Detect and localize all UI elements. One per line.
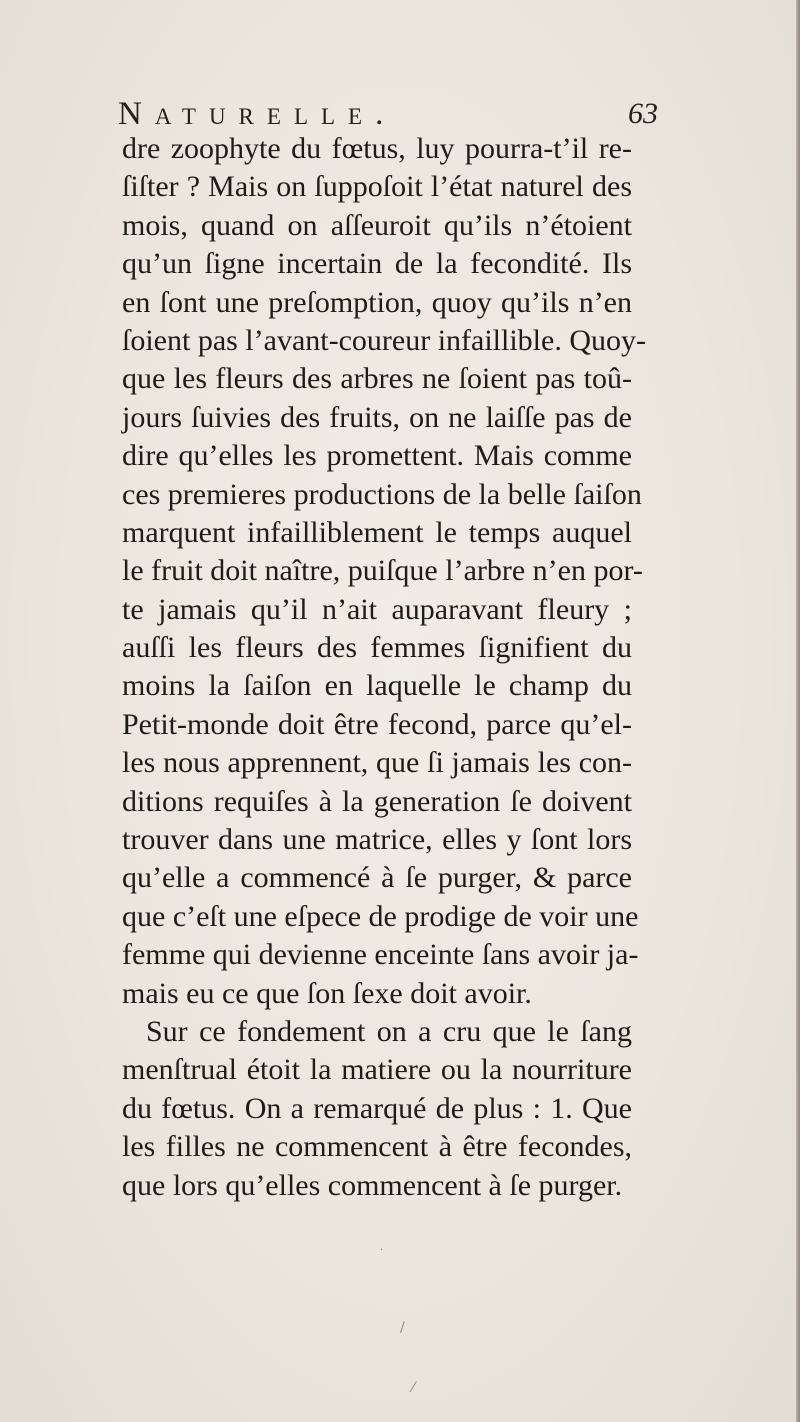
text-line: que lors qu’elles commencent à ſe purger. <box>122 1168 623 1202</box>
text-line: moins la ſaiſon en laquelle le champ du <box>122 669 632 703</box>
text-line: trouver dans une matrice, elles y ſont lors <box>122 823 632 857</box>
paper-speck: ⁄ <box>412 1380 415 1396</box>
text-line: dire qu’elles les promettent. Mais comme <box>122 439 632 473</box>
text-line: du fœtus. On a remarqué de plus : 1. Que <box>122 1091 632 1125</box>
page-number: 63 <box>628 97 658 130</box>
text-line: auſſi les fleurs des femmes ſignifient du <box>122 631 632 665</box>
text-line: Sur ce fondement on a cru que le ſang <box>146 1014 632 1048</box>
text-line: que les fleurs des arbres ne ſoient pas toû- <box>122 362 632 396</box>
body-text <box>122 130 646 1205</box>
text-line: le fruit doit naître, puiſque l’arbre n’en por- <box>122 554 643 588</box>
text-line: jours ſuivies des fruits, on ne laiſſe pas de <box>122 400 632 434</box>
text-line: ſiſter ? Mais on ſuppoſoit l’état naturel des <box>122 170 632 204</box>
text-line: ſoient pas l’avant-coureur infaillible. Quoy- <box>122 323 646 357</box>
running-head: Naturelle. <box>118 96 397 132</box>
text-line: les nous apprennent, que ſi jamais les con- <box>122 746 632 780</box>
text-line: ditions requiſes à la generation ſe doivent <box>122 784 632 818</box>
text-line: en ſont une preſomption, quoy qu’ils n’en <box>122 285 632 319</box>
text-line: menſtrual étoit la matiere ou la nourriture <box>122 1053 632 1087</box>
text-line: marquent infailliblement le temps auquel <box>122 515 632 549</box>
paper-speck: · <box>380 1245 384 1256</box>
text-line: femme qui devienne enceinte ſans avoir ja- <box>122 938 639 972</box>
text-line: ces premieres productions de la belle ſaiſon <box>122 477 642 511</box>
text-line: que c’eſt une eſpece de prodige de voir une <box>122 899 639 933</box>
text-line: qu’un ſigne incertain de la fecondité. Ils <box>122 247 632 281</box>
text-line: dre zoophyte du fœtus, luy pourra-t’il re- <box>122 132 632 165</box>
text-line: mois, quand on aſſeuroit qu’ils n’étoient <box>122 208 632 242</box>
text-line: Petit-monde doit être fecond, parce qu’el- <box>122 707 632 741</box>
text-line: les filles ne commencent à être fecondes, <box>122 1130 632 1164</box>
page-edge-shadow <box>796 0 800 1422</box>
paper-speck: / <box>400 1320 405 1336</box>
page-header <box>118 94 658 134</box>
text-line: te jamais qu’il n’ait auparavant fleury ; <box>122 592 632 626</box>
text-line: mais eu ce que ſon ſexe doit avoir. <box>122 976 532 1010</box>
text-line: qu’elle a commencé à ſe purger, & parce <box>122 861 632 895</box>
